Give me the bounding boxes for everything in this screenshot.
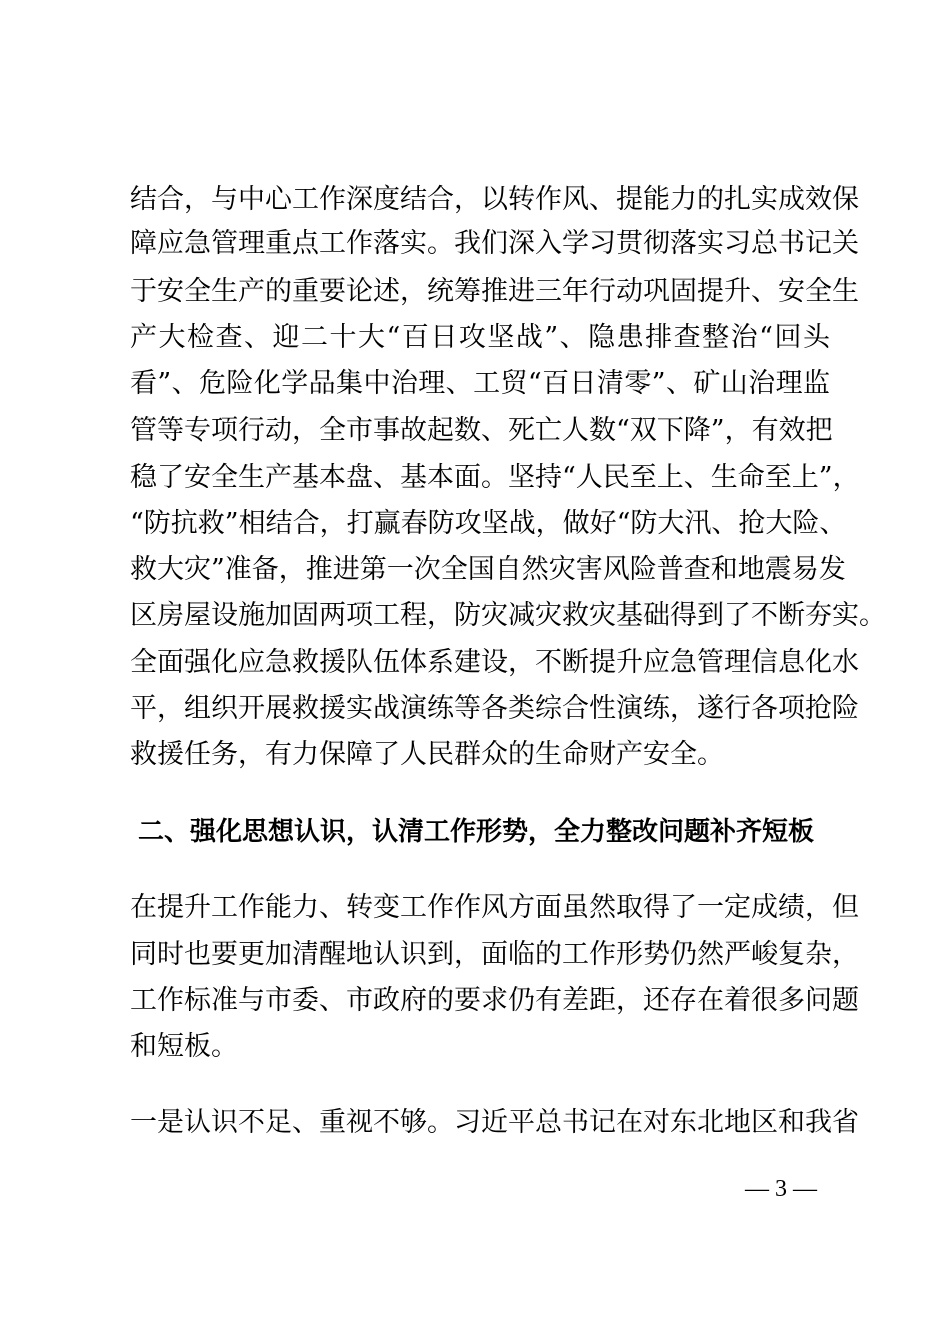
paragraph-line: 于安全生产的重要论述，统筹推进三年行动巩固提升、安全生: [130, 276, 859, 307]
paragraph-line: 平，组织开展救援实战演练等各类综合性演练，遂行各项抢险: [130, 693, 859, 724]
paragraph-line: 全面强化应急救援队伍体系建设，不断提升应急管理信息化水: [130, 647, 859, 678]
paragraph-line: 救援任务，有力保障了人民群众的生命财产安全。: [130, 739, 724, 770]
paragraph-line: 在提升工作能力、转变工作作风方面虽然取得了一定成绩，但: [130, 892, 859, 923]
paragraph-line: 和短板。: [130, 1031, 238, 1062]
paragraph-line: 工作标准与市委、市政府的要求仍有差距，还存在着很多问题: [130, 985, 859, 1016]
paragraph-line: 结合，与中心工作深度结合，以转作风、提能力的扎实成效保: [130, 184, 859, 215]
paragraph-line: 同时也要更加清醒地认识到，面临的工作形势仍然严峻复杂，: [130, 939, 859, 970]
page-number: — 3 —: [745, 1176, 817, 1202]
paragraph-line: 一是认识不足、重视不够。习近平总书记在对东北地区和我省: [130, 1107, 859, 1138]
paragraph-line: 稳了安全生产基本盘、基本面。坚持“人民至上、生命至上”，: [130, 462, 860, 493]
paragraph-line: 看”、危险化学品集中治理、工贸“百日清零”、矿山治理监: [130, 368, 830, 399]
paragraph-line: 管等专项行动，全市事故起数、死亡人数“双下降”，有效把: [130, 415, 833, 446]
paragraph-line: 产大检查、迎二十大“百日攻坚战”、隐患排查整治“回头: [130, 322, 830, 353]
section-heading: 二、强化思想认识，认清工作形势，全力整改问题补齐短板: [138, 817, 815, 847]
paragraph-line: “防抗救”相结合，打赢春防攻坚战，做好“防大汛、抢大险、: [130, 508, 847, 539]
paragraph-line: 救大灾”准备，推进第一次全国自然灾害风险普查和地震易发: [130, 554, 846, 585]
paragraph-line: 障应急管理重点工作落实。我们深入学习贯彻落实习总书记关: [130, 228, 859, 259]
paragraph-line: 区房屋设施加固两项工程，防灾减灾救灾基础得到了不断夯实。: [130, 600, 886, 631]
